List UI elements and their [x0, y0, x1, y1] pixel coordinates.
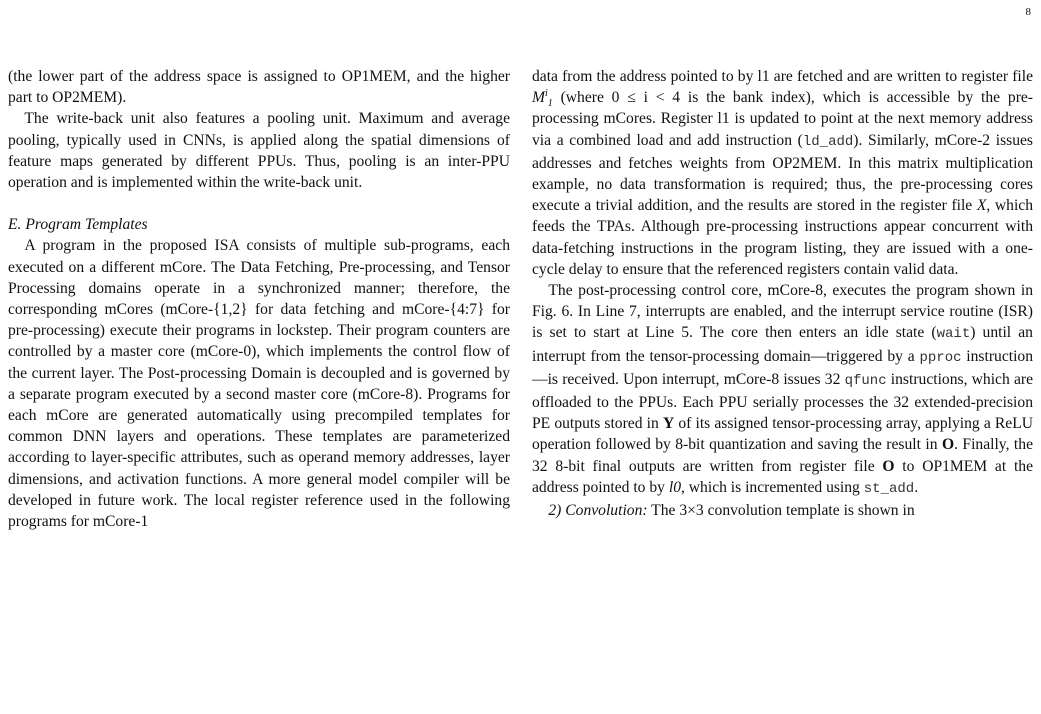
page-number: 8: [1025, 6, 1031, 18]
paragraph-data-fetching: data from the address pointed to by l1 are fetched and are written to register file $M^i_1$ (where 0 ≤ i < 4 is the bank index), which is accessible by the pre-processing mCores. Register l1 is updated to point at the next memory address via a combined load and add instruction (ld_add). Similarly, mCore-2 issues addresses and fetches weights from OP2MEM. In this matrix multiplication example, no data transformation is required; thus, the pre-processing cores execute a trivial addition, and the results are stored in the register file X, which feeds the TPAs. Although pre-processing instructions appear concurrent with data-fetching instructions in the program listing, they are issued with a one-cycle delay to ensure that the referenced registers contain valid data.: [532, 68, 1033, 278]
math-register-file-m: $M^i_1$: [532, 88, 553, 110]
paragraph-pooling: The write-back unit also features a pooling unit. Maximum and average pooling, typically used in CNNs, is applied along the spatial dimensions of feature maps generated by different PPUs. Thus, pooling is an inter-PPU operation and is implemented within the write-back unit.: [8, 110, 510, 192]
code-pproc: pproc: [919, 349, 962, 366]
code-ld-add: ld_add: [802, 133, 854, 150]
paragraph-convolution: 2) Convolution: The 3×3 convolution template is shown in: [548, 502, 915, 520]
paragraph-address-space: (the lower part of the address space is assigned to OP1MEM, and the higher part to OP2MEM).: [8, 68, 510, 107]
subsection-label-convolution: 2) Convolution:: [548, 502, 648, 520]
right-column: [532, 66, 1033, 521]
section-heading-program-templates: E. Program Templates: [8, 216, 148, 234]
paragraph-program-templates: A program in the proposed ISA consists of multiple sub-programs, each executed on a different mCore. The Data Fetching, Pre-processing, and Tensor Processing domains operate in a synchronized manner; therefore, the corresponding mCores (mCore-{1,2} for data fetching and mCore-{4:7} for pre-processing) execute their programs in lockstep. Their program counters are controlled by a master core (mCore-0), which implements the control flow of the current layer. The Post-processing Domain is decoupled and is governed by a separate program executed by a second master core (mCore-8). Programs for each mCore are generated automatically using precompiled templates for common DNN layers and operations. These templates are parameterized according to layer-specific attributes, such as operand memory addresses, layer dimensions, and activation functions. A more general model compiler will be developed in future work. The local register reference used in the following programs for mCore-1: [8, 237, 510, 531]
paragraph-post-processing: The post-processing control core, mCore-8, executes the program shown in Fig. 6. In Line 7, interrupts are enabled, and the interrupt service routine (ISR) is set to start at Line 5. The core then enters an idle state (wait) until an interrupt from the tensor-processing domain—triggered by a pproc instruction—is received. Upon interrupt, mCore-8 issues 32 qfunc instructions, which are offloaded to the PPUs. Each PPU serially processes the 32 extended-precision PE outputs stored in Y of its assigned tensor-processing array, applying a ReLU operation followed by 8-bit quantization and saving the result in O. Finally, the 32 8-bit final outputs are written from register file O to OP1MEM at the address pointed to by l0, which is incremented using st_add.: [532, 282, 1034, 497]
code-qfunc: qfunc: [844, 372, 887, 389]
left-column: [8, 66, 510, 532]
code-st-add: st_add: [863, 480, 915, 497]
code-wait: wait: [936, 326, 971, 343]
